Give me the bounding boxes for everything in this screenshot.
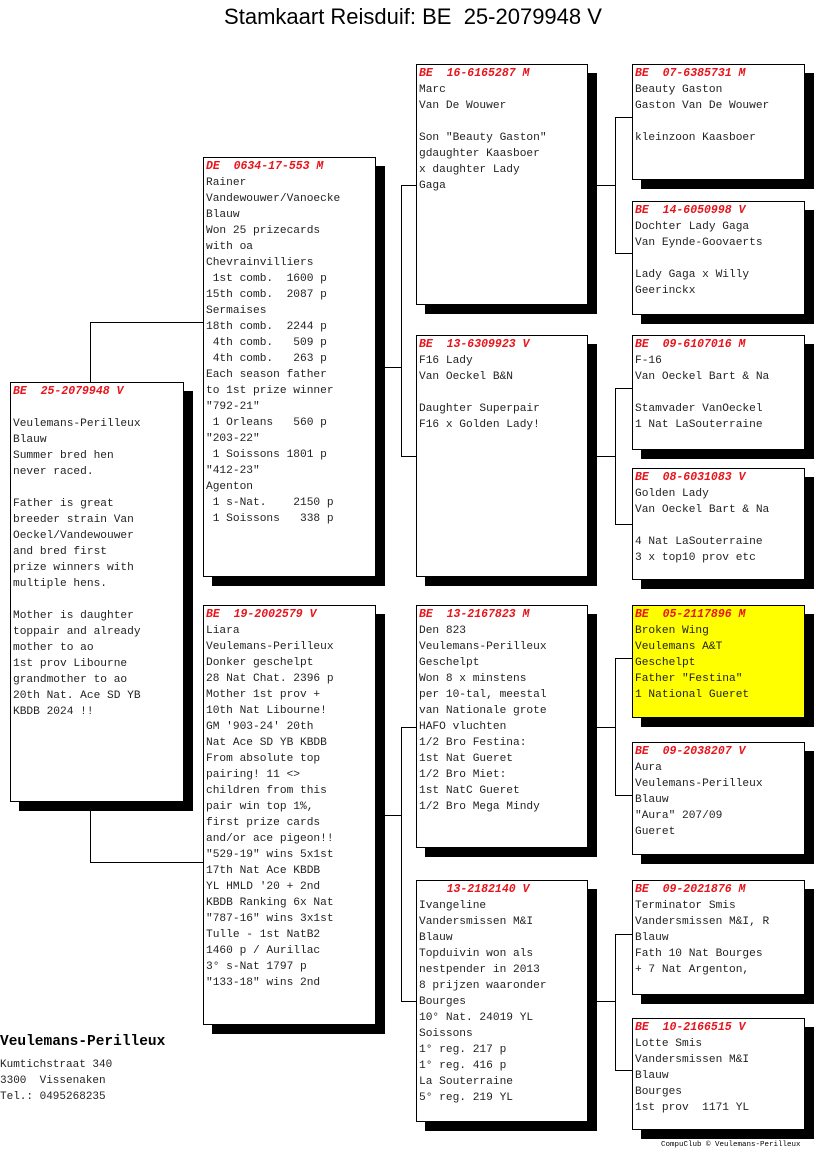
pigeon-card-ff-father <box>632 64 805 180</box>
card-text-line: Daughter Superpair <box>419 403 540 415</box>
connector-line <box>615 117 632 118</box>
card-text-line: Den 823 <box>419 625 466 637</box>
card-text-line: Van De Wouwer <box>419 100 507 112</box>
pigeon-card-ff-mother <box>632 201 805 315</box>
card-text-line: Van Eynde-Goovaerts <box>635 237 763 249</box>
card-text-line: Lotte Smis <box>635 1038 703 1050</box>
ring-number: BE 14-6050998 V <box>635 204 746 217</box>
connector-line <box>588 456 615 457</box>
card-text-line: Van Oeckel B&N <box>419 371 513 383</box>
card-text-line: Terminator Smis <box>635 900 736 912</box>
card-text-line: 1° reg. 217 p <box>419 1044 507 1056</box>
card-text-line: "203-22" <box>206 433 260 445</box>
card-text-line: breeder strain Van <box>13 514 134 526</box>
ring-number: BE 13-2167823 M <box>419 608 530 621</box>
card-text-line: Stamvader VanOeckel <box>635 403 763 415</box>
card-text-line: Blauw <box>206 209 240 221</box>
card-text-line: KBDB 2024 !! <box>13 706 94 718</box>
card-text-line: x daughter Lady <box>419 164 520 176</box>
connector-line <box>588 727 615 728</box>
card-text-line: Beauty Gaston <box>635 84 723 96</box>
connector-line <box>401 185 402 456</box>
card-text-line: 28 Nat Chat. 2396 p <box>206 673 334 685</box>
pigeon-card-mother-mother <box>416 880 588 1122</box>
card-text-line: 1 s-Nat. 2150 p <box>206 497 334 509</box>
card-text-line: Vandersmissen M&I <box>419 916 534 928</box>
card-text-line: Marc <box>419 84 446 96</box>
card-text-line: 20th Nat. Ace SD YB <box>13 690 141 702</box>
ring-number: BE 10-2166515 V <box>635 1021 746 1034</box>
card-text-line: La Souterraine <box>419 1076 513 1088</box>
card-text-line <box>13 592 181 608</box>
card-text-line: Blauw <box>419 932 453 944</box>
card-text-line: Rainer <box>206 177 247 189</box>
card-text-line: Won 8 x minstens <box>419 673 527 685</box>
connector-line <box>615 658 616 795</box>
card-text-line: Vandewouwer/Vanoecke <box>206 193 341 205</box>
card-text-line: Mother 1st prov + <box>206 689 321 701</box>
pigeon-card-fm-father <box>632 335 805 450</box>
connector-line <box>615 117 616 253</box>
card-text-line: 1st NatC Gueret <box>419 785 520 797</box>
card-text-line: nestpender in 2013 <box>419 964 540 976</box>
breeder-city: 3300 Vissenaken <box>0 1075 106 1087</box>
connector-line <box>90 322 203 323</box>
card-text-line: Blauw <box>13 434 47 446</box>
connector-line <box>615 1070 632 1071</box>
card-text-line: YL HMLD '20 + 2nd <box>206 881 321 893</box>
ring-number: BE 19-2002579 V <box>206 608 317 621</box>
card-text-line: and/or ace pigeon!! <box>206 833 334 845</box>
card-text-line: Veulemans A&T <box>635 641 723 653</box>
card-text-line: Father is great <box>13 498 114 510</box>
connector-line <box>588 185 615 186</box>
connector-line <box>588 1001 615 1002</box>
card-text-line: 1/2 Bro Miet: <box>419 769 507 781</box>
ring-number: BE 07-6385731 M <box>635 67 746 80</box>
page-title: Stamkaart Reisduif: BE 25-2079948 V <box>224 4 602 29</box>
card-text-line: Dochter Lady Gaga <box>635 221 750 233</box>
card-text-line: Won 25 prizecards <box>206 225 321 237</box>
card-text-line <box>635 385 802 401</box>
card-text-line: KBDB Ranking 6x Nat <box>206 897 334 909</box>
card-text-line: Topduivin won als <box>419 948 534 960</box>
connector-line <box>615 524 632 525</box>
card-text-line: Veulemans-Perilleux <box>635 778 763 790</box>
card-text-line <box>635 518 802 534</box>
connector-line <box>401 185 416 186</box>
connector-line <box>615 658 632 659</box>
connector-line <box>90 862 203 863</box>
card-text-line: F-16 <box>635 355 662 367</box>
card-text-line: 1/2 Bro Festina: <box>419 737 527 749</box>
card-text-line: Ivangeline <box>419 900 487 912</box>
card-text-line: first prize cards <box>206 817 321 829</box>
breeder-name: Veulemans-Perilleux <box>0 1034 166 1050</box>
card-text-line: Chevrainvilliers <box>206 257 314 269</box>
card-text-line: "529-19" wins 5x1st <box>206 849 334 861</box>
card-text-line: 1 Soissons 1801 p <box>206 449 327 461</box>
pigeon-card-father-mother <box>416 335 588 577</box>
card-text-line: Son "Beauty Gaston" <box>419 132 547 144</box>
card-text-line: kleinzoon Kaasboer <box>635 132 756 144</box>
card-text-line: Aura <box>635 762 662 774</box>
card-text-line: 8 prijzen waaronder <box>419 980 547 992</box>
card-text-line: Lady Gaga x Willy <box>635 269 750 281</box>
card-text-line <box>13 480 181 496</box>
card-text-line: Sermaises <box>206 305 267 317</box>
card-text-line: 15th comb. 2087 p <box>206 289 327 301</box>
connector-line <box>376 815 401 816</box>
card-text-line: Van Oeckel Bart & Na <box>635 504 770 516</box>
card-text-line: 1 Nat LaSouterraine <box>635 419 763 431</box>
card-text-line: pairing! 11 <> <box>206 769 300 781</box>
card-text-line <box>13 400 181 416</box>
card-text-line: 1st Nat Gueret <box>419 753 513 765</box>
card-text-line: Mother is daughter <box>13 610 134 622</box>
card-text-line: never raced. <box>13 466 94 478</box>
card-text-line: Tulle - 1st NatB2 <box>206 929 321 941</box>
card-text-line: 4 Nat LaSouterraine <box>635 536 763 548</box>
card-text-line: to 1st prize winner <box>206 385 334 397</box>
card-text-line: Broken Wing <box>635 625 709 637</box>
pigeon-card-mother-father <box>416 605 588 848</box>
card-text-line: Donker geschelpt <box>206 657 314 669</box>
card-text-line: 1/2 Bro Mega Mindy <box>419 801 540 813</box>
card-text-line: van Nationale grote <box>419 705 547 717</box>
ring-number: DE 0634-17-553 M <box>206 160 324 173</box>
ring-number: BE 25-2079948 V <box>13 385 124 398</box>
connector-line <box>615 388 616 524</box>
card-text-line: children from this <box>206 785 327 797</box>
card-text-line: "412-23" <box>206 465 260 477</box>
card-text-line: Gaga <box>419 180 446 192</box>
card-text-line: 4th comb. 263 p <box>206 353 327 365</box>
card-text-line: "792-21" <box>206 401 260 413</box>
card-text-line: + 7 Nat Argenton, <box>635 964 750 976</box>
card-text-line: Veulemans-Perilleux <box>13 418 141 430</box>
card-text-line: "Aura" 207/09 <box>635 810 723 822</box>
pigeon-card-subject <box>10 382 184 802</box>
pigeon-card-mf-father <box>632 605 805 718</box>
card-text-line: gdaughter Kaasboer <box>419 148 540 160</box>
ring-number: BE 08-6031083 V <box>635 471 746 484</box>
card-text-line <box>419 385 585 401</box>
pigeon-card-mm-mother <box>632 1018 805 1130</box>
card-text-line: 18th comb. 2244 p <box>206 321 327 333</box>
card-text-line: 5° reg. 219 YL <box>419 1092 513 1104</box>
card-text-line: mother to ao <box>13 642 94 654</box>
card-text-line: 1st prov 1171 YL <box>635 1102 750 1114</box>
card-text-line: 3° s-Nat 1797 p <box>206 961 307 973</box>
card-text-line: 1460 p / Aurillac <box>206 945 321 957</box>
connector-line <box>615 388 632 389</box>
ring-number: BE 09-2038207 V <box>635 745 746 758</box>
card-text-line: Geschelpt <box>635 657 696 669</box>
card-text-line: HAFO vluchten <box>419 721 507 733</box>
card-text-line: Oeckel/Vandewouwer <box>13 530 134 542</box>
connector-line <box>401 727 402 1001</box>
connector-line <box>615 253 632 254</box>
connector-line <box>401 1001 416 1002</box>
card-text-line: Veulemans-Perilleux <box>419 641 547 653</box>
card-text-line: From absolute top <box>206 753 321 765</box>
connector-line <box>615 795 632 796</box>
pigeon-card-father-father <box>416 64 588 305</box>
ring-number: BE 09-6107016 M <box>635 338 746 351</box>
connector-line <box>376 367 401 368</box>
card-text-line: per 10-tal, meestal <box>419 689 547 701</box>
ring-number: 13-2182140 V <box>419 883 530 896</box>
card-text-line: 10° Nat. 24019 YL <box>419 1012 534 1024</box>
card-text-line: 1st comb. 1600 p <box>206 273 327 285</box>
card-text-line: Veulemans-Perilleux <box>206 641 334 653</box>
card-text-line: Fath 10 Nat Bourges <box>635 948 763 960</box>
card-text-line: 1 Soissons 338 p <box>206 513 334 525</box>
copyright-footer: CompuClub © Veulemans-Perilleux <box>661 1141 801 1149</box>
card-text-line <box>635 251 802 267</box>
card-text-line <box>635 114 802 130</box>
card-text-line: Bourges <box>419 996 466 1008</box>
card-text-line: 1st prov Libourne <box>13 658 128 670</box>
connector-line <box>615 934 632 935</box>
card-text-line: 1 Orleans 560 p <box>206 417 327 429</box>
pigeon-card-mf-mother <box>632 742 805 855</box>
breeder-street: Kumtichstraat 340 <box>0 1059 113 1071</box>
card-text-line: grandmother to ao <box>13 674 128 686</box>
pigeon-card-mm-father <box>632 880 805 995</box>
card-text-line: Nat Ace SD YB KBDB <box>206 737 327 749</box>
card-text-line: Liara <box>206 625 240 637</box>
card-text-line: Blauw <box>635 932 669 944</box>
card-text-line: with oa <box>206 241 253 253</box>
card-text-line: 10th Nat Libourne! <box>206 705 327 717</box>
ring-number: BE 05-2117896 M <box>635 608 746 621</box>
card-text-line: Vandersmissen M&I, R <box>635 916 770 928</box>
card-text-line: "787-16" wins 3x1st <box>206 913 334 925</box>
pigeon-card-mother <box>203 605 376 1025</box>
card-text-line: Gueret <box>635 826 676 838</box>
card-text-line: Gaston Van De Wouwer <box>635 100 770 112</box>
card-text-line: F16 Lady <box>419 355 473 367</box>
card-text-line: F16 x Golden Lady! <box>419 419 540 431</box>
card-text-line: 4th comb. 509 p <box>206 337 327 349</box>
card-text-line: GM '903-24' 20th <box>206 721 314 733</box>
card-text-line: and bred first <box>13 546 107 558</box>
card-text-line <box>419 114 585 130</box>
connector-line <box>401 727 416 728</box>
card-text-line: Golden Lady <box>635 488 709 500</box>
card-text-line: 1 National Gueret <box>635 689 750 701</box>
connector-line <box>90 322 91 382</box>
card-text-line: 1° reg. 416 p <box>419 1060 507 1072</box>
ring-number: BE 09-2021876 M <box>635 883 746 896</box>
pigeon-card-fm-mother <box>632 468 805 580</box>
card-text-line: Each season father <box>206 369 327 381</box>
pigeon-card-father <box>203 157 376 577</box>
breeder-phone: Tel.: 0495268235 <box>0 1091 106 1103</box>
ring-number: BE 13-6309923 V <box>419 338 530 351</box>
card-text-line: Vandersmissen M&I <box>635 1054 750 1066</box>
card-text-line: Summer bred hen <box>13 450 114 462</box>
connector-line <box>401 456 416 457</box>
card-text-line: Father "Festina" <box>635 673 743 685</box>
card-text-line: pair win top 1%, <box>206 801 314 813</box>
ring-number: BE 16-6165287 M <box>419 67 530 80</box>
card-text-line: Geschelpt <box>419 657 480 669</box>
card-text-line: Blauw <box>635 1070 669 1082</box>
card-text-line: Geerinckx <box>635 285 696 297</box>
card-text-line: Blauw <box>635 794 669 806</box>
connector-line <box>90 802 91 863</box>
card-text-line: Van Oeckel Bart & Na <box>635 371 770 383</box>
card-text-line: Agenton <box>206 481 253 493</box>
card-text-line: Soissons <box>419 1028 473 1040</box>
card-text-line: toppair and already <box>13 626 141 638</box>
card-text-line: prize winners with <box>13 562 134 574</box>
card-text-line: multiple hens. <box>13 578 107 590</box>
card-text-line: 17th Nat Ace KBDB <box>206 865 321 877</box>
card-text-line: 3 x top10 prov etc <box>635 552 756 564</box>
card-text-line: "133-18" wins 2nd <box>206 977 321 989</box>
card-text-line: Bourges <box>635 1086 682 1098</box>
connector-line <box>615 934 616 1070</box>
